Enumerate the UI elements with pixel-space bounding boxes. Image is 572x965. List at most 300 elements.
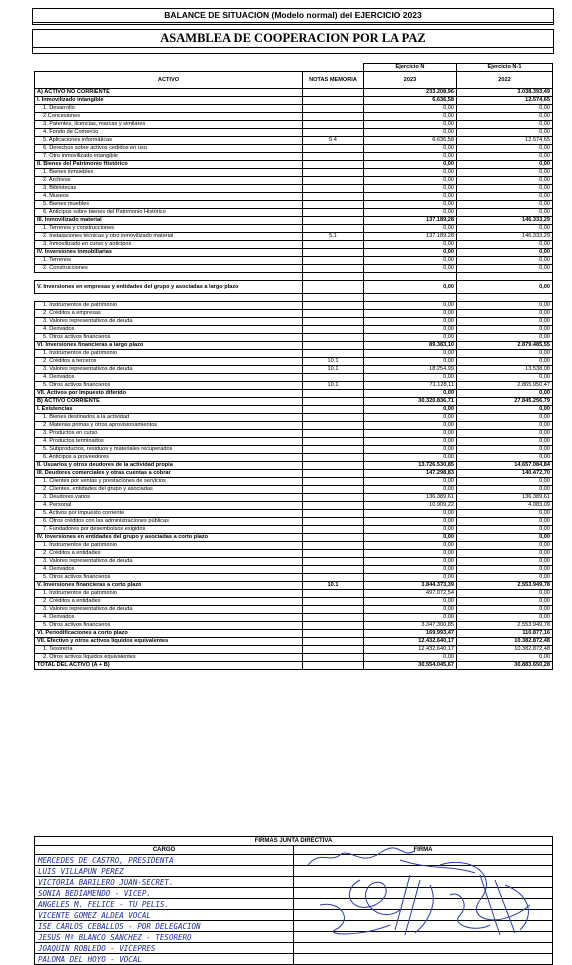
- row-label: 2. Materias primas y otros aprovisionamientos: [35, 422, 303, 430]
- table-row: [35, 233, 553, 241]
- row-nota: [303, 161, 364, 169]
- row-nota: [303, 217, 364, 225]
- row-label: [35, 294, 303, 302]
- row-nota: [303, 257, 364, 265]
- row-label: TOTAL DEL ACTIVO (A + B): [35, 662, 303, 670]
- row-value-n: 0,00: [364, 598, 457, 606]
- row-label: 5. Otros activos financieros: [35, 622, 303, 630]
- row-value-n: 0,00: [364, 350, 457, 358]
- table-row: [35, 273, 553, 281]
- table-row: [35, 366, 553, 374]
- col-activo: ACTIVO: [35, 72, 303, 89]
- row-nota: [303, 558, 364, 566]
- row-value-n1: 0,00: [457, 558, 553, 566]
- table-row: [35, 201, 553, 209]
- row-nota: 5.1: [303, 233, 364, 241]
- row-value-n: 0,00: [364, 478, 457, 486]
- row-value-n: 0,00: [364, 518, 457, 526]
- row-value-n1: 0,00: [457, 414, 553, 422]
- row-value-n1: 0,00: [457, 185, 553, 193]
- table-row: [35, 185, 553, 193]
- row-nota: [303, 153, 364, 161]
- row-nota: [303, 614, 364, 622]
- table-row: [35, 542, 553, 550]
- signature-cargo: LUIS VILLAPUN PEREZ: [35, 866, 294, 877]
- row-value-n: 0,00: [364, 510, 457, 518]
- row-label: 4. Productos terminados: [35, 438, 303, 446]
- row-value-n: 0,00: [364, 249, 457, 257]
- signature-cargo: JOAQUIN ROBLEDO - VICEPRES: [35, 943, 294, 954]
- row-value-n1: 0,00: [457, 161, 553, 169]
- row-value-n: 12.432.640,17: [364, 638, 457, 646]
- row-value-n: 0,00: [364, 161, 457, 169]
- row-nota: [303, 334, 364, 342]
- row-nota: [303, 606, 364, 614]
- row-value-n1: [457, 273, 553, 281]
- row-label: 4. Derivados: [35, 614, 303, 622]
- row-label: 4. Derivados: [35, 374, 303, 382]
- row-value-n1: 0,00: [457, 334, 553, 342]
- table-row: [35, 326, 553, 334]
- row-nota: [303, 590, 364, 598]
- row-label: 3. Valores representativos de deuda: [35, 606, 303, 614]
- row-value-n1: 2.553.949,78: [457, 622, 553, 630]
- row-value-n1: 0,00: [457, 177, 553, 185]
- table-row: [35, 129, 553, 137]
- table-row: [35, 209, 553, 217]
- row-nota: [303, 566, 364, 574]
- table-row: [35, 590, 553, 598]
- table-row: [35, 526, 553, 534]
- row-value-n1: 0,00: [457, 113, 553, 121]
- row-value-n: 0,00: [364, 486, 457, 494]
- row-nota: [303, 201, 364, 209]
- row-nota: [303, 249, 364, 257]
- row-value-n: 0,00: [364, 614, 457, 622]
- table-row: [35, 598, 553, 606]
- row-nota: [303, 326, 364, 334]
- row-label: 4. Fondo de Comercio: [35, 129, 303, 137]
- row-label: VI. Inversiones financieras a largo plazo: [35, 342, 303, 350]
- row-value-n1: 146.333,29: [457, 217, 553, 225]
- row-label: A) ACTIVO NO CORRIENTE: [35, 89, 303, 97]
- row-nota: [303, 273, 364, 281]
- row-value-n1: 14.657.084,84: [457, 462, 553, 470]
- row-value-n: 12.432.640,17: [364, 646, 457, 654]
- row-nota: [303, 129, 364, 137]
- row-value-n1: 0,00: [457, 574, 553, 582]
- table-row: [35, 430, 553, 438]
- row-value-n1: 0,00: [457, 430, 553, 438]
- title-underbox: [32, 22, 554, 25]
- row-value-n: 10.909,22: [364, 502, 457, 510]
- row-label: 5. Subproductos, residuos y materiales recuperados: [35, 446, 303, 454]
- row-value-n: 0,00: [364, 390, 457, 398]
- row-value-n: 0,00: [364, 526, 457, 534]
- row-label: III. Inmovilizado material: [35, 217, 303, 225]
- signature-cargo: ISE CARLOS CEBALLOS - POR DELEGACION: [35, 921, 294, 932]
- col-notas: NOTAS MEMORIA: [303, 72, 364, 89]
- row-value-n1: 0,00: [457, 374, 553, 382]
- row-label: 5. Aplicaciones informáticas: [35, 137, 303, 145]
- row-value-n1: 0,00: [457, 542, 553, 550]
- row-label: 7. Otro inmovilizado intangible: [35, 153, 303, 161]
- row-nota: [303, 105, 364, 113]
- row-nota: [303, 630, 364, 638]
- row-value-n: 0,00: [364, 566, 457, 574]
- row-label: I. Existencias: [35, 406, 303, 414]
- table-row: [35, 518, 553, 526]
- table-row: [35, 153, 553, 161]
- row-label: 2. Créditos a entidades: [35, 550, 303, 558]
- row-label: 5. Activos por impuesto corriente: [35, 510, 303, 518]
- table-row: [35, 438, 553, 446]
- row-value-n: 136.389,61: [364, 494, 457, 502]
- row-value-n1: 0,00: [457, 446, 553, 454]
- table-row: [35, 105, 553, 113]
- row-value-n1: 0,00: [457, 598, 553, 606]
- row-label: 1. Clientes por ventas y prestaciones de servicios: [35, 478, 303, 486]
- table-row: [35, 422, 553, 430]
- row-nota: [303, 526, 364, 534]
- row-nota: 10.1: [303, 358, 364, 366]
- row-label: 4. Museos: [35, 193, 303, 201]
- table-row: [35, 217, 553, 225]
- row-value-n: 0,00: [364, 193, 457, 201]
- row-label: VI. Periodificaciones a corto plazo: [35, 630, 303, 638]
- row-label: 1. Terrenos: [35, 257, 303, 265]
- row-nota: [303, 113, 364, 121]
- table-row: [35, 318, 553, 326]
- row-nota: [303, 177, 364, 185]
- row-value-n: 71.128,11: [364, 382, 457, 390]
- row-value-n1: 12.574,65: [457, 137, 553, 145]
- row-value-n: 0,00: [364, 201, 457, 209]
- row-value-n: 0,00: [364, 281, 457, 294]
- row-label: 2. Créditos a terceros: [35, 358, 303, 366]
- row-value-n: 0,00: [364, 414, 457, 422]
- table-row: [35, 630, 553, 638]
- row-label: 5. Bienes muebles: [35, 201, 303, 209]
- row-label: B) ACTIVO CORRIENTE: [35, 398, 303, 406]
- row-label: II. Bienes del Patrimonio Histórico: [35, 161, 303, 169]
- row-nota: 10.1: [303, 382, 364, 390]
- row-nota: [303, 502, 364, 510]
- row-nota: [303, 374, 364, 382]
- row-value-n1: 10.382.872,48: [457, 638, 553, 646]
- table-row: [35, 161, 553, 169]
- row-label: 2. Otros activos líquidos equivalentes: [35, 654, 303, 662]
- table-row: [35, 406, 553, 414]
- row-value-n1: 0,00: [457, 257, 553, 265]
- row-label: II. Usuarios y otros deudores de la actividad propia: [35, 462, 303, 470]
- row-nota: [303, 97, 364, 105]
- row-value-n: 497.072,54: [364, 590, 457, 598]
- table-row: [35, 470, 553, 478]
- row-value-n: 0,00: [364, 454, 457, 462]
- row-label: 2. Clientes, entidades del grupo y asociadas: [35, 486, 303, 494]
- row-label: 3. Valores representativos de deuda: [35, 318, 303, 326]
- table-row: [35, 342, 553, 350]
- col-year-n1: 2022: [457, 72, 553, 89]
- row-nota: [303, 145, 364, 153]
- table-row: [35, 502, 553, 510]
- row-label: 3. Deudores varios: [35, 494, 303, 502]
- row-label: 4. Derivados: [35, 566, 303, 574]
- row-nota: [303, 294, 364, 302]
- row-label: 1. Bienes destinados a la actividad: [35, 414, 303, 422]
- table-row: [35, 310, 553, 318]
- row-value-n1: 0,00: [457, 153, 553, 161]
- row-label: I. Inmovilizado intangible: [35, 97, 303, 105]
- row-value-n: 0,00: [364, 177, 457, 185]
- row-value-n1: 10.382.872,48: [457, 646, 553, 654]
- row-label: 5. Otros activos financieros: [35, 334, 303, 342]
- table-row: [35, 257, 553, 265]
- row-label: 1. Instrumentos de patrimonio: [35, 590, 303, 598]
- table-row: [35, 334, 553, 342]
- col-exercise-n1: Ejercicio N-1: [457, 64, 553, 72]
- row-label: 6. Anticipos sobre bienes del Patrimonio Histórico: [35, 209, 303, 217]
- row-label: 2. Créditos a entidades: [35, 598, 303, 606]
- row-value-n1: 27.845.256,79: [457, 398, 553, 406]
- row-nota: [303, 574, 364, 582]
- row-value-n1: 0,00: [457, 209, 553, 217]
- row-nota: [303, 185, 364, 193]
- row-value-n1: 2.553.949,78: [457, 582, 553, 590]
- row-value-n: 0,00: [364, 209, 457, 217]
- row-value-n1: 0,00: [457, 454, 553, 462]
- row-value-n1: 0,00: [457, 169, 553, 177]
- table-row: [35, 89, 553, 97]
- row-value-n: 0,00: [364, 241, 457, 249]
- row-value-n1: 0,00: [457, 654, 553, 662]
- row-value-n1: 2.879.485,55: [457, 342, 553, 350]
- row-nota: [303, 598, 364, 606]
- row-nota: [303, 414, 364, 422]
- row-label: 1. Instrumentos de patrimonio: [35, 542, 303, 550]
- table-row: [35, 169, 553, 177]
- row-label: 2. Archivos: [35, 177, 303, 185]
- row-value-n1: 0,00: [457, 614, 553, 622]
- table-row: [35, 638, 553, 646]
- row-value-n1: 0,00: [457, 350, 553, 358]
- table-row: [35, 646, 553, 654]
- row-nota: 5.4: [303, 137, 364, 145]
- row-nota: [303, 89, 364, 97]
- table-row: [35, 478, 553, 486]
- table-row: [35, 462, 553, 470]
- row-value-n: 6.636,58: [364, 97, 457, 105]
- table-row: [35, 225, 553, 233]
- row-value-n: 137.189,28: [364, 217, 457, 225]
- row-value-n1: 0,00: [457, 145, 553, 153]
- row-value-n1: 4.083,09: [457, 502, 553, 510]
- table-row: [35, 249, 553, 257]
- row-nota: [303, 550, 364, 558]
- entity-name: ASAMBLEA DE COOPERACION POR LA PAZ: [32, 29, 554, 48]
- row-value-n: 6.636,58: [364, 137, 457, 145]
- row-label: VII. Efectivo y otros activos líquidos equivalentes: [35, 638, 303, 646]
- row-nota: [303, 646, 364, 654]
- col-year-n: 2023: [364, 72, 457, 89]
- row-value-n: 0,00: [364, 265, 457, 273]
- row-label: V. Inversiones en empresas y entidades del grupo y asociadas a largo plazo: [35, 281, 303, 294]
- row-label: V. Inversiones financieras a corto plazo: [35, 582, 303, 590]
- row-value-n: 0,00: [364, 654, 457, 662]
- table-row: [35, 390, 553, 398]
- row-value-n: 0,00: [364, 105, 457, 113]
- table-row: [35, 574, 553, 582]
- row-value-n: 0,00: [364, 129, 457, 137]
- row-label: 6. Otros créditos con las administraciones públicas: [35, 518, 303, 526]
- row-label: 3. Patentes, licencias, marcas y similares: [35, 121, 303, 129]
- row-value-n: 3.844.373,39: [364, 582, 457, 590]
- row-nota: [303, 494, 364, 502]
- row-value-n1: 0,00: [457, 225, 553, 233]
- row-nota: [303, 121, 364, 129]
- table-row: [35, 97, 553, 105]
- row-label: 1. Desarrollo: [35, 105, 303, 113]
- signature-firma: [294, 943, 553, 954]
- row-label: 1. Bienes inmuebles: [35, 169, 303, 177]
- table-row: [35, 582, 553, 590]
- row-value-n: 30.554.045,67: [364, 662, 457, 670]
- signature-cargo: MERCEDES DE CASTRO, PRESIDENTA: [35, 855, 294, 866]
- row-value-n: 0,00: [364, 257, 457, 265]
- table-row: [35, 382, 553, 390]
- col-cargo: CARGO: [35, 846, 294, 855]
- row-nota: [303, 241, 364, 249]
- row-label: 6. Derechos sobre activos cedidos en uso: [35, 145, 303, 153]
- row-value-n1: 0,00: [457, 390, 553, 398]
- row-value-n1: 0,00: [457, 129, 553, 137]
- row-nota: [303, 478, 364, 486]
- row-nota: [303, 169, 364, 177]
- table-row: [35, 398, 553, 406]
- row-nota: [303, 462, 364, 470]
- row-nota: [303, 486, 364, 494]
- row-value-n: 0,00: [364, 145, 457, 153]
- row-label: 1. Instrumentos de patrimonio: [35, 302, 303, 310]
- table-row: [35, 486, 553, 494]
- row-label: 5. Otros activos financieros: [35, 574, 303, 582]
- row-value-n: 0,00: [364, 422, 457, 430]
- row-value-n1: 0,00: [457, 302, 553, 310]
- row-label: 2. Créditos a empresas: [35, 310, 303, 318]
- row-label: 3. Inmovilizado en curso y anticipos: [35, 241, 303, 249]
- row-label: 6. Anticipos a proveedores: [35, 454, 303, 462]
- row-nota: [303, 390, 364, 398]
- row-value-n: 147.298,83: [364, 470, 457, 478]
- row-value-n: 0,00: [364, 606, 457, 614]
- row-value-n1: 0,00: [457, 518, 553, 526]
- entity-underbox: [32, 47, 554, 54]
- row-value-n: 0,00: [364, 334, 457, 342]
- row-value-n: 0,00: [364, 153, 457, 161]
- row-nota: [303, 398, 364, 406]
- row-nota: [303, 430, 364, 438]
- row-value-n1: 12.574,65: [457, 97, 553, 105]
- row-nota: [303, 225, 364, 233]
- signature-cargo: JESUS Mª BLANCO SANCHEZ - TESORERO: [35, 932, 294, 943]
- row-value-n1: 0,00: [457, 201, 553, 209]
- row-value-n1: 0,00: [457, 241, 553, 249]
- row-nota: [303, 470, 364, 478]
- row-value-n1: 3.038.393,49: [457, 89, 553, 97]
- row-label: 5. Otros activos financieros: [35, 382, 303, 390]
- row-value-n1: 2.865.950,47: [457, 382, 553, 390]
- col-firma: FIRMA: [294, 846, 553, 855]
- row-label: 4. Derivados: [35, 326, 303, 334]
- row-value-n: 0,00: [364, 185, 457, 193]
- row-value-n: 89.383,10: [364, 342, 457, 350]
- row-nota: [303, 318, 364, 326]
- row-nota: [303, 510, 364, 518]
- table-row: [35, 414, 553, 422]
- table-row: [35, 350, 553, 358]
- table-row: [35, 654, 553, 662]
- row-value-n: 0,00: [364, 558, 457, 566]
- row-value-n: 0,00: [364, 430, 457, 438]
- row-value-n1: 140.472,70: [457, 470, 553, 478]
- row-value-n: 0,00: [364, 302, 457, 310]
- row-label: 1. Instrumentos de patrimonio: [35, 350, 303, 358]
- table-row: [35, 374, 553, 382]
- row-value-n1: 0,00: [457, 590, 553, 598]
- row-value-n: 3.347.300,85: [364, 622, 457, 630]
- table-row: [35, 614, 553, 622]
- row-nota: [303, 422, 364, 430]
- row-value-n: 0,00: [364, 406, 457, 414]
- row-value-n: 0,00: [364, 574, 457, 582]
- row-label: 3. Bibliotecas: [35, 185, 303, 193]
- header-spacer: [303, 64, 364, 72]
- row-value-n1: 0,00: [457, 534, 553, 542]
- row-label: 2.Concesiones: [35, 113, 303, 121]
- row-value-n: 13.726.530,85: [364, 462, 457, 470]
- row-value-n1: 0,00: [457, 310, 553, 318]
- row-value-n: 30.320.836,71: [364, 398, 457, 406]
- row-nota: [303, 654, 364, 662]
- row-value-n: 0,00: [364, 550, 457, 558]
- row-nota: [303, 209, 364, 217]
- row-value-n1: 0,00: [457, 281, 553, 294]
- row-value-n1: 0,00: [457, 193, 553, 201]
- row-label: 1. Terrenos y construcciones: [35, 225, 303, 233]
- row-value-n: 0,00: [364, 326, 457, 334]
- report-title: BALANCE DE SITUACION (Modelo normal) del EJERCICIO 2023: [32, 8, 554, 23]
- row-label: IV. Inversiones inmobiliarias: [35, 249, 303, 257]
- row-value-n1: 30.883.650,28: [457, 662, 553, 670]
- row-value-n1: 0,00: [457, 326, 553, 334]
- row-value-n1: 0,00: [457, 438, 553, 446]
- row-nota: [303, 638, 364, 646]
- signature-firma: [294, 954, 553, 965]
- row-value-n: [364, 273, 457, 281]
- row-nota: [303, 310, 364, 318]
- header-spacer: [35, 64, 303, 72]
- row-label: [35, 273, 303, 281]
- row-value-n: 0,00: [364, 446, 457, 454]
- table-row: [35, 137, 553, 145]
- table-row: [35, 265, 553, 273]
- row-nota: [303, 342, 364, 350]
- row-value-n1: 0,00: [457, 606, 553, 614]
- row-value-n1: 146.333,29: [457, 233, 553, 241]
- table-row: [35, 121, 553, 129]
- col-exercise-n: Ejercicio N: [364, 64, 457, 72]
